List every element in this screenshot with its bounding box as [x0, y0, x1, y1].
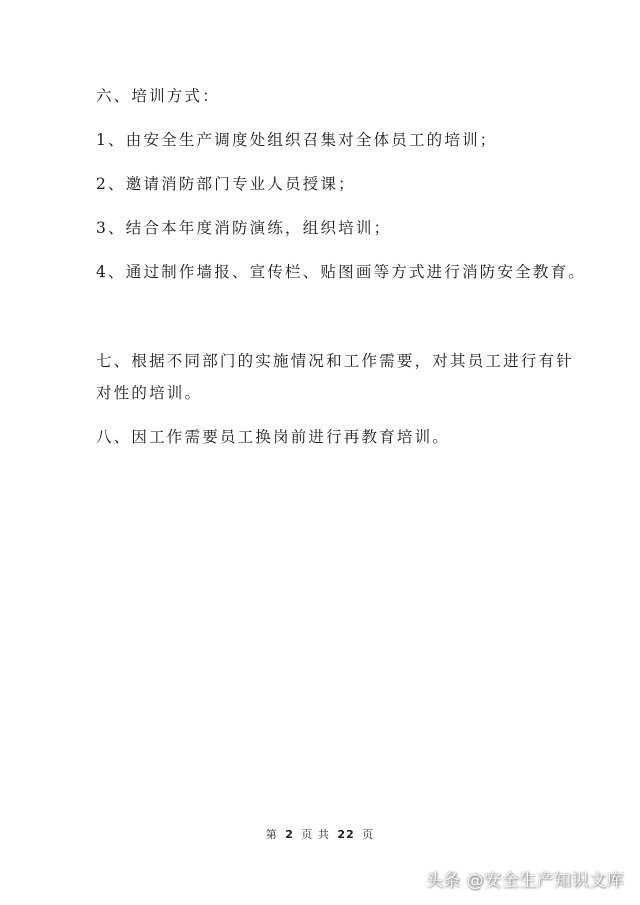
total-pages: 22 [337, 828, 355, 841]
watermark: 头条 @安全生产知识文库 [425, 871, 624, 891]
page-number: 2 [285, 828, 294, 841]
list-item: 2、邀请消防部门专业人员授课； [96, 175, 356, 193]
section-seven-line-2: 对性的培训。 [96, 384, 203, 402]
footer-suffix: 页 [362, 828, 375, 841]
section-seven-line-1: 七、根据不同部门的实施情况和工作需要，对其员工进行有针 [96, 352, 574, 370]
list-item: 3、结合本年度消防演练，组织培训； [96, 219, 392, 237]
list-item: 4、通过制作墙报、宣传栏、贴图画等方式进行消防安全教育。 [96, 263, 586, 281]
list-item: 1、由安全生产调度处组织召集对全体员工的培训； [96, 131, 498, 149]
footer-middle: 页 共 [301, 828, 330, 841]
section-eight: 八、因工作需要员工换岗前进行再教育培训。 [96, 428, 451, 446]
footer-prefix: 第 [265, 828, 278, 841]
section-heading-training-methods: 六、培训方式： [96, 87, 220, 105]
page-footer [0, 826, 640, 842]
